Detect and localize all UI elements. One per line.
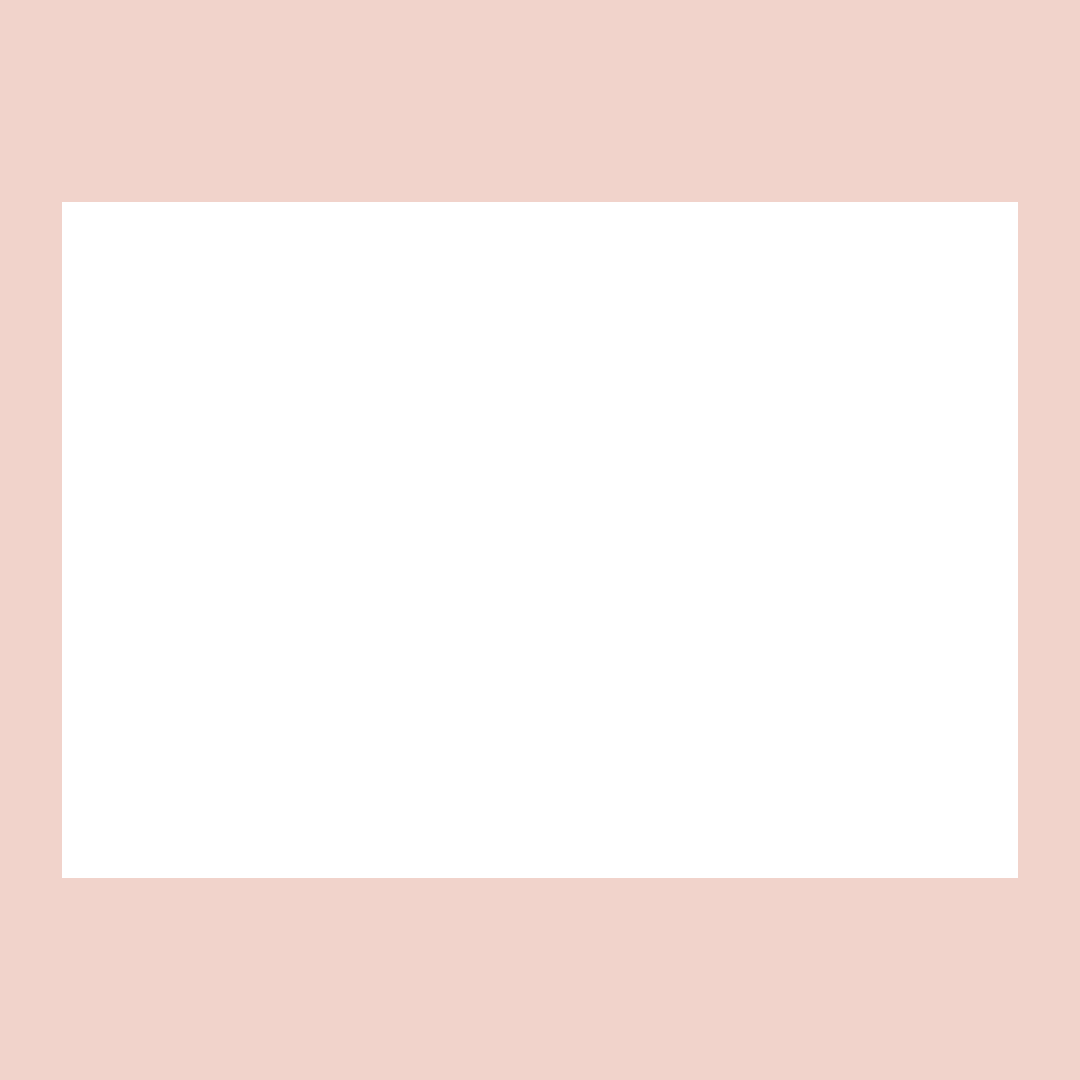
planner-spread: [62, 202, 1018, 878]
